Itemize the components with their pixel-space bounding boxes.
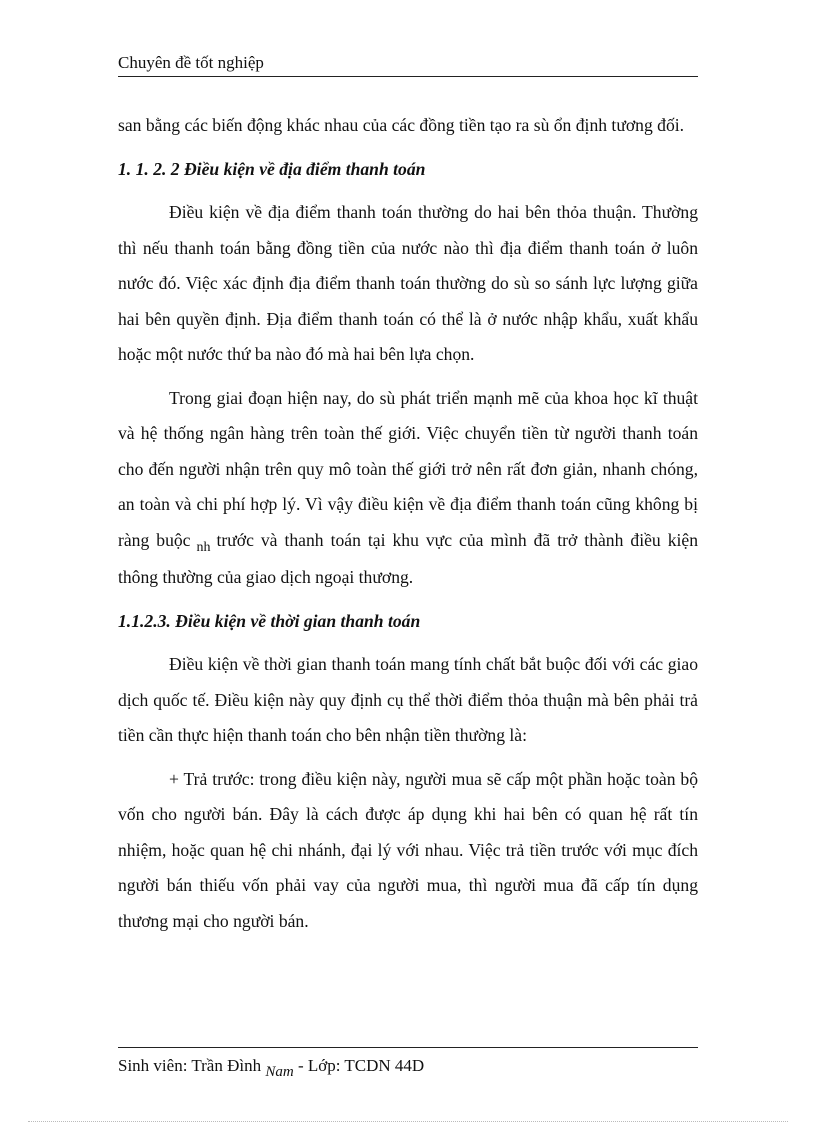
stray-subscript-text: nh: [196, 539, 211, 555]
page-footer: [118, 1047, 698, 1079]
page-header: [118, 52, 698, 77]
paragraph-current-period-part-a: Trong giai đoạn hiện nay, do sù phát triển mạnh mẽ của khoa học kĩ thuật và hệ thống ngân hàng trên toàn thế giới. Việc chuyển tiền từ người thanh toán cho đến người nhận trên quy mô toàn thế giới trở nên rất đơn giản, nhanh chóng, an toàn và chi phí hợp lý. Vì vậy điều kiện về địa điểm thanh toán cũng không bị ràng buộc: [118, 387, 698, 550]
section-heading-time: 1.1.2.3. Điều kiện về thời gian thanh toán: [118, 610, 421, 631]
paragraph-prepayment: + Trả trước: trong điều kiện này, người mua sẽ cấp một phần hoặc toàn bộ vốn cho người bán. Đây là cách được áp dụng khi hai bên có quan hệ rất tín nhiệm, hoặc quan hệ chi nhánh, đại lý với nhau. Việc trả tiền trước với mục đích người bán thiếu vốn phải vay của người mua, thì người mua đã cấp tín dụng thương mại cho người bán.: [118, 768, 698, 931]
page-bottom-border: [28, 1121, 788, 1122]
footer-student-label: Sinh viên: Trần Đình: [118, 1056, 262, 1075]
paragraph-time-condition: Điều kiện về thời gian thanh toán mang tính chất bắt buộc đối với các giao dịch quốc tế. Điều kiện này quy định cụ thể thời điểm thỏa thuận mà bên phải trả tiền cần thực hiện thanh toán cho bên nhận tiền thường là:: [118, 654, 698, 745]
document-body: [118, 108, 698, 947]
footer-class-label: - Lớp: TCDN 44D: [297, 1056, 425, 1075]
paragraph-continuation: san bằng các biến động khác nhau của các đồng tiền tạo ra sù ổn định tương đối.: [118, 115, 685, 135]
header-title: Chuyên đề tốt nghiệp: [118, 53, 264, 72]
paragraph-location-agreement: Điều kiện về địa điểm thanh toán thường do hai bên thỏa thuận. Thường thì nếu thanh toán bằng đồng tiền của nước nào thì địa điểm thanh toán ở luôn nước đó. Việc xác định địa điểm thanh toán thường do sù so sánh lực lượng giữa hai bên quyền định. Địa điểm thanh toán có thể là ở nước nhập khẩu, xuất khẩu hoặc một nước thứ ba nào đó mà hai bên lựa chọn.: [118, 202, 698, 364]
paragraph-current-period-part-b: trước và thanh toán tại khu vực của mình đã trở thành điều kiện thông thường của giao dịch ngoại thương.: [118, 529, 698, 587]
section-heading-location: 1. 1. 2. 2 Điều kiện về địa điểm thanh toán: [118, 158, 426, 179]
paragraph-current-period: [118, 381, 698, 596]
footer-student-name: Nam: [265, 1064, 294, 1080]
